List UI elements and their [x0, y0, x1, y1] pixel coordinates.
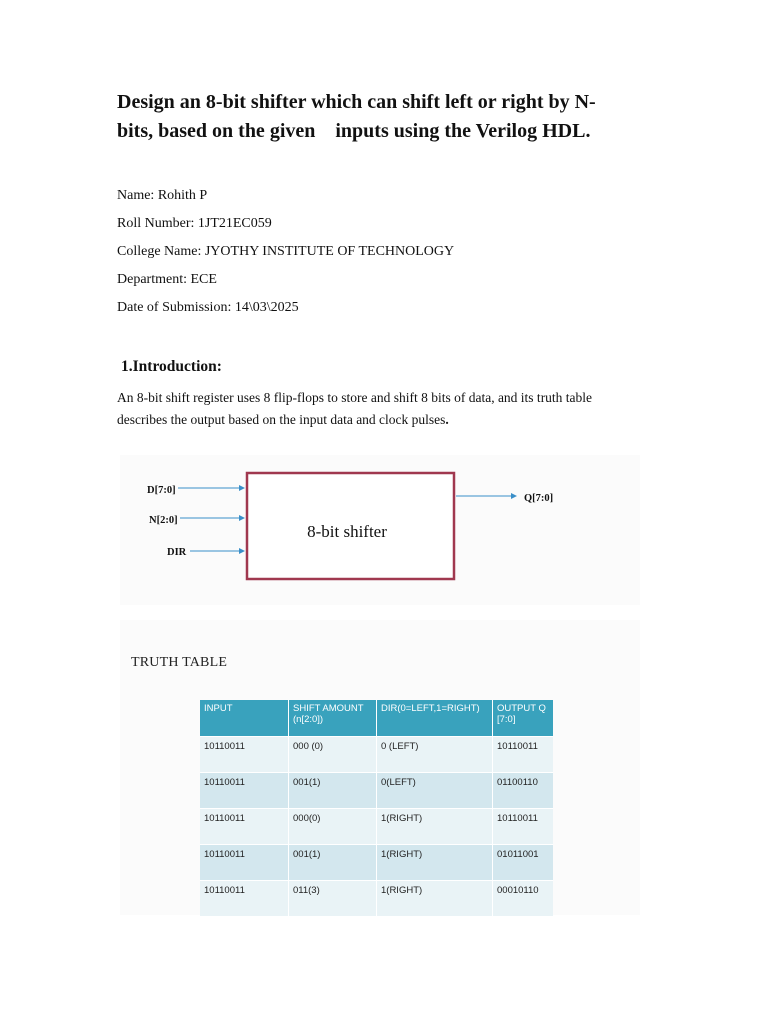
- introduction-paragraph: [117, 387, 597, 431]
- header-input: INPUT: [200, 700, 289, 737]
- cell-input: 10110011: [200, 881, 289, 917]
- student-name: Name: Rohith P: [117, 188, 208, 203]
- cell-shift-amount: 001(1): [289, 845, 377, 881]
- cell-input: 10110011: [200, 845, 289, 881]
- table-row: [200, 809, 553, 845]
- cell-input: 10110011: [200, 773, 289, 809]
- cell-dir: 1(RIGHT): [377, 809, 493, 845]
- truth-table: [200, 700, 553, 916]
- introduction-end-punctuation: .: [445, 412, 449, 427]
- shifter-block-label: 8-bit shifter: [307, 522, 387, 541]
- cell-dir: 1(RIGHT): [377, 845, 493, 881]
- header-dir: DIR(0=LEFT,1=RIGHT): [377, 700, 493, 737]
- header-output: OUTPUT Q [7:0]: [493, 700, 554, 737]
- input-dir-label: DIR: [167, 547, 187, 558]
- cell-output: 10110011: [493, 809, 554, 845]
- introduction-text: An 8-bit shift register uses 8 flip-flops to store and shift 8 bits of data, and its truth table describes the output based on the input data and clock pulses: [117, 390, 593, 427]
- cell-output: 00010110: [493, 881, 554, 917]
- college-name: College Name: JYOTHY INSTITUTE OF TECHNOLOGY: [117, 244, 455, 259]
- truth-table-title: TRUTH TABLE: [131, 655, 228, 670]
- cell-dir: 1(RIGHT): [377, 881, 493, 917]
- submission-date: Date of Submission: 14\03\2025: [117, 300, 299, 315]
- table-row: [200, 881, 553, 917]
- block-diagram: [120, 455, 640, 605]
- cell-dir: 0 (LEFT): [377, 737, 493, 773]
- cell-output: 10110011: [493, 737, 554, 773]
- header-shift-amount: SHIFT AMOUNT (n[2:0]): [289, 700, 377, 737]
- block-diagram-svg: [120, 455, 640, 605]
- cell-dir: 0(LEFT): [377, 773, 493, 809]
- table-row: [200, 737, 553, 773]
- cell-shift-amount: 000(0): [289, 809, 377, 845]
- output-q-label: Q[7:0]: [524, 493, 554, 504]
- roll-number: Roll Number: 1JT21EC059: [117, 216, 272, 231]
- input-n-label: N[2:0]: [149, 515, 178, 526]
- introduction-heading: 1.Introduction:: [121, 358, 222, 375]
- document-title: Design an 8-bit shifter which can shift left or right by N- bits, based on the given inputs using the Verilog HDL.: [117, 91, 596, 142]
- cell-input: 10110011: [200, 809, 289, 845]
- input-d-label: D[7:0]: [147, 485, 176, 496]
- cell-shift-amount: 000 (0): [289, 737, 377, 773]
- table-row: [200, 845, 553, 881]
- truth-table-header-row: [200, 700, 553, 737]
- cell-output: 01011001: [493, 845, 554, 881]
- department: Department: ECE: [117, 272, 217, 287]
- table-row: [200, 773, 553, 809]
- cell-shift-amount: 011(3): [289, 881, 377, 917]
- cell-input: 10110011: [200, 737, 289, 773]
- cell-shift-amount: 001(1): [289, 773, 377, 809]
- cell-output: 01100110: [493, 773, 554, 809]
